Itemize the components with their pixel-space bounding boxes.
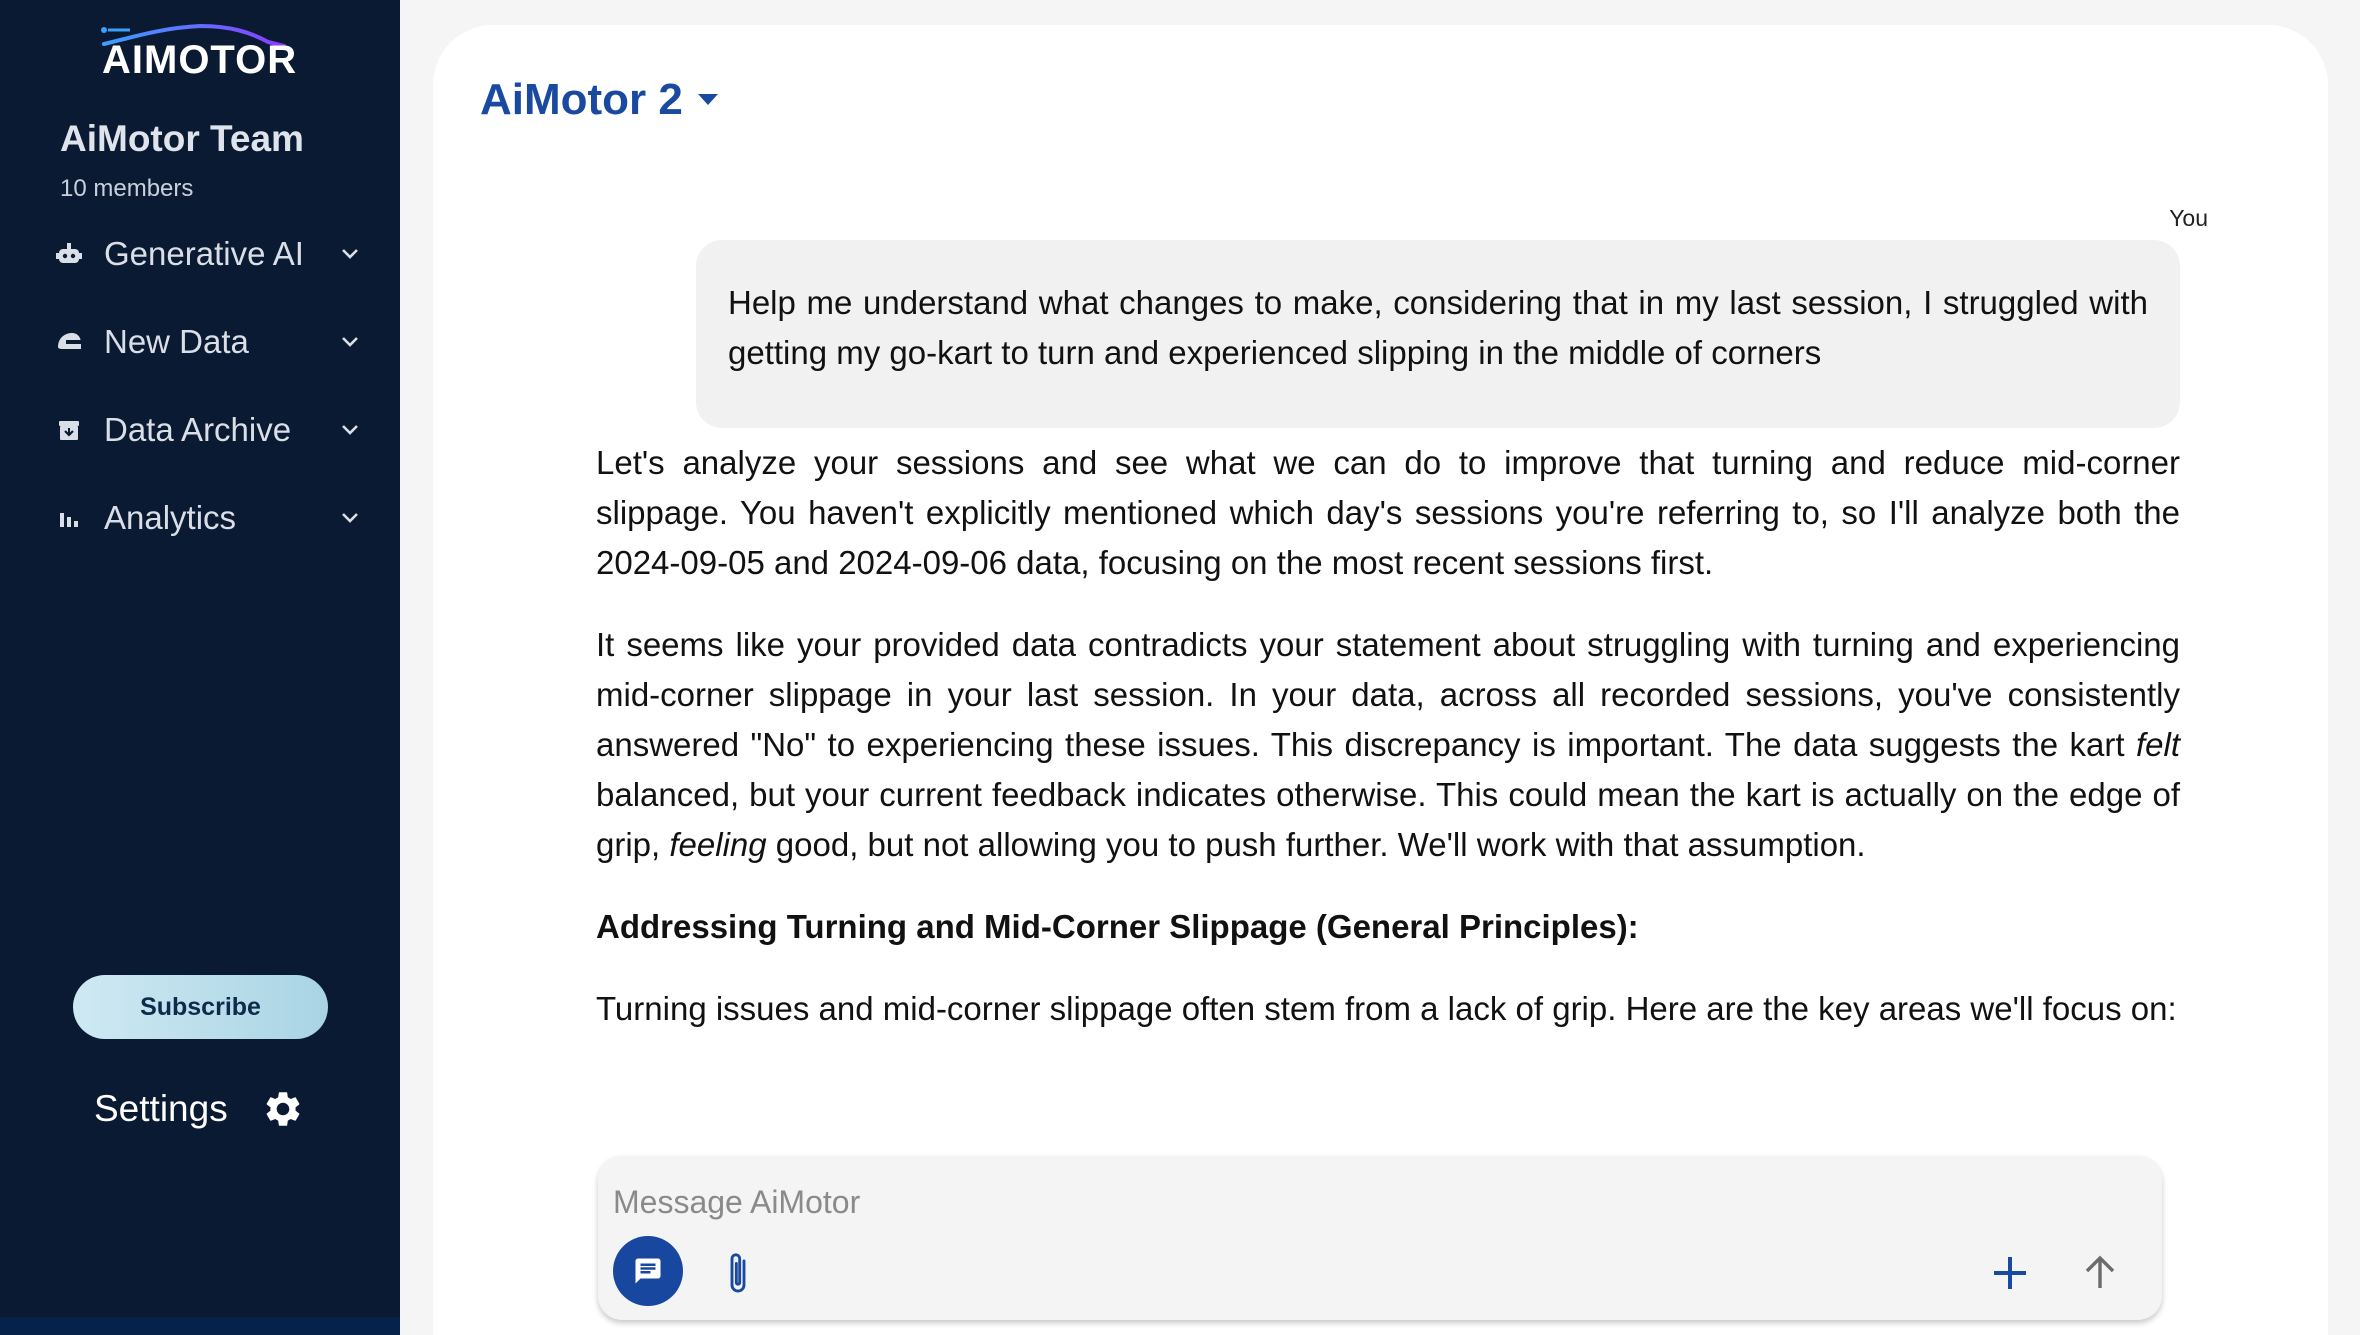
team-name: AiMotor Team [60,118,304,159]
sidebar-item-new-data[interactable] [54,312,364,372]
chat-panel [433,25,2328,1335]
chat-bubble-icon [633,1256,663,1286]
team-member-count: 10 members [60,175,194,202]
message-author-label: You [2169,205,2208,231]
sidebar-item-label: Analytics [104,499,237,536]
aimotor-logo[interactable] [100,22,298,82]
chevron-down-icon[interactable] [336,328,364,356]
settings-link[interactable] [94,1088,304,1130]
response-paragraph: Turning issues and mid-corner slippage often stem from a lack of grip. Here are the key areas we'll focus on: [596,990,2177,1027]
chevron-down-icon[interactable] [336,504,364,532]
response-text: It seems like your provided data contradicts your statement about struggling with turning and experiencing mid-corner slippage in your last session. In your data, across all recorded sessions, you've consistently answered "No" to experiencing these issues. This discrepancy is important. The data suggests the kart [596,626,2180,763]
subscribe-button[interactable]: Subscribe [73,975,328,1039]
model-name: AiMotor 2 [480,75,683,124]
sidebar [0,0,400,1335]
paperclip-icon[interactable] [713,1246,763,1300]
bar-chart-icon [54,503,84,533]
gear-icon[interactable] [262,1088,304,1130]
sidebar-item-label: Data Archive [104,411,292,448]
user-message-bubble: Help me understand what changes to make, considering that in my last session, I struggled with getting my go-kart to turn and experienced slipping in the middle of corners [696,240,2180,428]
settings-label: Settings [94,1088,228,1129]
helmet-icon [54,327,84,357]
sidebar-footer-strip [0,1317,400,1335]
sidebar-item-label: Generative AI [104,235,304,272]
sidebar-item-data-archive[interactable] [54,400,364,460]
sidebar-item-analytics[interactable] [54,488,364,548]
response-paragraph: Let's analyze your sessions and see what we can do to improve that turning and reduce mid-corner slippage. You haven't explicitly mentioned which day's sessions you're referring to, so I'll analyze both the 2024-09-05 and 2024-09-06 data, focusing on the most recent sessions first. [596,444,2180,581]
sidebar-item-label: New Data [104,323,249,360]
response-emphasis: felt [2135,726,2180,763]
chevron-down-icon[interactable] [336,416,364,444]
caret-down-icon [697,89,719,111]
response-text: good, but not allowing you to push further. We'll work with that assumption. [766,826,1866,863]
sidebar-item-generative-ai[interactable] [54,224,364,284]
plus-icon[interactable] [1988,1251,2032,1295]
archive-icon [54,415,84,445]
message-composer [598,1156,2162,1320]
response-text: balanced, but your current feedback indicates otherwise. This could mean the kart is actually on the edge of grip, [596,776,2180,863]
arrow-up-icon[interactable] [2078,1250,2122,1294]
assistant-response [596,438,2180,1066]
response-heading: Addressing Turning and Mid-Corner Slippage (General Principles): [596,908,1639,945]
chat-mode-button[interactable] [613,1236,683,1306]
response-paragraph [596,620,2180,870]
response-emphasis: feeling [669,826,767,863]
model-selector[interactable] [480,75,719,125]
robot-icon [54,239,84,269]
chevron-down-icon[interactable] [336,240,364,268]
message-input[interactable] [613,1178,2013,1226]
logo-wordmark: AIMOTOR [102,38,298,82]
